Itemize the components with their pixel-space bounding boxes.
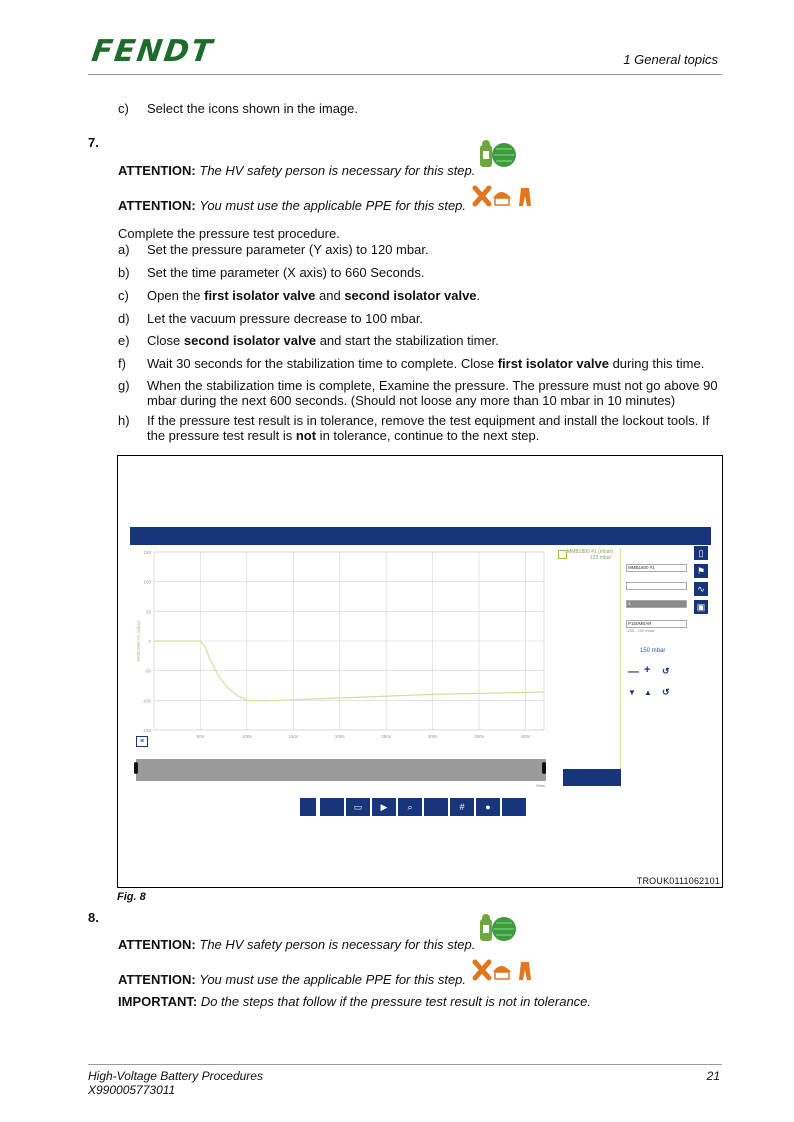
chart-menu-icon[interactable]: ≡	[136, 736, 148, 747]
pressure-chart	[132, 548, 552, 746]
figure-caption: Fig. 8	[117, 891, 146, 903]
x-tick-label: 150s	[288, 734, 299, 739]
toolbar-button-9[interactable]	[502, 798, 526, 816]
x-unit-label: Secs	[536, 783, 545, 788]
zoom-icon[interactable]: ⌕	[398, 798, 422, 816]
y-tick-label: 0	[148, 639, 151, 644]
footer-divider	[88, 1064, 722, 1065]
hv-safety-person-icon	[478, 913, 518, 947]
legend-value: 123 mbar	[590, 555, 612, 561]
channel-legend	[556, 548, 621, 788]
arrow-up-icon[interactable]: ▲	[644, 688, 652, 697]
channel-name-field[interactable]: MMB1800 #1	[626, 564, 687, 572]
procedure-intro: Complete the pressure test procedure.	[118, 226, 340, 241]
channel-field-2[interactable]	[626, 582, 687, 590]
substep-label: d)	[118, 311, 130, 326]
substep-label: h)	[118, 413, 130, 428]
toolbar-button-6[interactable]	[424, 798, 448, 816]
reset-icon[interactable]: ↺	[662, 687, 670, 697]
flag-icon[interactable]: ⚑	[694, 564, 708, 578]
channel-field-3[interactable]: 1	[626, 600, 687, 608]
wave-icon[interactable]: ∿	[694, 582, 708, 596]
ppe-icons	[471, 958, 535, 984]
substep-text: When the stabilization time is complete, Examine the pressure. The pressure must not go above 90 mbar during the next 600 seconds. (Should not loose any more than 10 mbar in 10 minutes)	[147, 378, 718, 408]
substep-label: c)	[118, 288, 129, 303]
folder-open-icon[interactable]: ▭	[346, 798, 370, 816]
footer-title: High-Voltage Battery Procedures	[88, 1069, 263, 1083]
step-label: c)	[118, 101, 129, 116]
grid-icon[interactable]: #	[450, 798, 474, 816]
figure-id: TROUK0111062101	[636, 876, 720, 886]
x-tick-label: 350s	[474, 734, 484, 739]
attention-prefix: ATTENTION:	[118, 937, 196, 952]
timeline-scrollbar[interactable]	[136, 759, 546, 781]
attention-prefix: ATTENTION:	[118, 972, 196, 987]
substep-text: If the pressure test result is in tolerance, remove the test equipment and install the lockout tools. If the pressure test result is not in tolerance, continue to the next step.	[147, 413, 710, 443]
legend-title: MMB1800 #1 (mbar)	[567, 549, 613, 555]
save-icon[interactable]: ▣	[694, 600, 708, 614]
y-axis-title: MMB1800 #1 (mbar)	[136, 620, 141, 662]
step-text: Select the icons shown in the image.	[147, 101, 359, 116]
substep-text: Close second isolator valve and start the stabilization timer.	[147, 333, 499, 348]
x-tick-label: 300s	[427, 734, 438, 739]
substep-text: Open the first isolator valve and second isolator valve.	[147, 288, 481, 303]
app-title-bar	[130, 527, 711, 545]
header-divider	[88, 74, 722, 75]
arrow-down-icon[interactable]: ▼	[628, 688, 636, 697]
reset-icon[interactable]: ↺	[662, 666, 670, 676]
toolbar-button-1[interactable]	[300, 798, 316, 816]
ppe-icons	[471, 184, 535, 210]
y-tick-label: 100	[143, 579, 151, 585]
page-number: 21	[706, 1069, 720, 1083]
hv-safety-person-icon	[478, 139, 518, 173]
attention-hv-7	[118, 163, 475, 178]
important-text: Do the steps that follow if the pressure test result is not in tolerance.	[200, 994, 592, 1009]
y-tick-label: -50	[144, 668, 151, 674]
brand-logo: FENDT	[89, 34, 216, 69]
range-select[interactable]: P150MBAR	[626, 620, 687, 628]
page-icon[interactable]: ▯	[694, 546, 708, 560]
y-tick-label: 150	[143, 550, 151, 555]
range-value: 150 mbar	[640, 648, 666, 654]
minus-icon[interactable]: —	[628, 666, 639, 678]
substep-label: e)	[118, 333, 130, 348]
important-prefix: IMPORTANT:	[118, 994, 198, 1009]
attention-ppe-7	[118, 198, 466, 213]
y-tick-label: -100	[141, 698, 151, 704]
x-tick-label: 250s	[381, 734, 392, 739]
record-icon[interactable]: ●	[476, 798, 500, 816]
important-note	[118, 994, 591, 1009]
attention-prefix: ATTENTION:	[118, 198, 196, 213]
panel-action-block[interactable]	[563, 769, 621, 786]
y-tick-label: -150	[141, 728, 151, 733]
footer-doc-number: X990005773011	[88, 1083, 176, 1097]
scroll-handle-right[interactable]	[542, 762, 546, 774]
attention-text: The HV safety person is necessary for this step.	[199, 163, 476, 178]
footer-doc	[88, 1069, 263, 1097]
attention-ppe-8	[118, 972, 466, 987]
plus-icon[interactable]: +	[644, 664, 651, 676]
figure-frame	[117, 455, 723, 888]
scroll-handle-left[interactable]	[134, 762, 138, 774]
step-number-8: 8.	[88, 910, 99, 925]
channel-checkbox[interactable]	[558, 550, 567, 559]
range-sub: -150...150 mbar	[626, 628, 655, 633]
substep-text: Wait 30 seconds for the stabilization time to complete. Close first isolator valve during this time.	[147, 356, 705, 371]
x-tick-label: 50s	[196, 734, 205, 739]
substep-label: b)	[118, 265, 130, 280]
substep-label: g)	[118, 378, 130, 393]
attention-prefix: ATTENTION:	[118, 163, 196, 178]
attention-hv-8	[118, 937, 475, 952]
attention-text: You must use the applicable PPE for this step.	[199, 972, 467, 987]
section-title: 1 General topics	[623, 52, 718, 67]
attention-text: You must use the applicable PPE for this step.	[199, 198, 467, 213]
substep-text: Let the vacuum pressure decrease to 100 mbar.	[147, 311, 424, 326]
step-number-7: 7.	[88, 135, 99, 150]
substep-label: f)	[118, 356, 126, 371]
toolbar-button-2[interactable]	[320, 798, 344, 816]
substep-text: Set the time parameter (X axis) to 660 Seconds.	[147, 265, 425, 280]
substep-text: Set the pressure parameter (Y axis) to 120 mbar.	[147, 242, 429, 257]
x-tick-label: 200s	[334, 734, 345, 739]
y-tick-label: 50	[145, 609, 151, 615]
substep-label: a)	[118, 242, 130, 257]
play-icon[interactable]: ▶	[372, 798, 396, 816]
x-tick-label: 100s	[241, 734, 252, 739]
x-tick-label: 400s	[520, 734, 531, 739]
attention-text: The HV safety person is necessary for this step.	[199, 937, 476, 952]
